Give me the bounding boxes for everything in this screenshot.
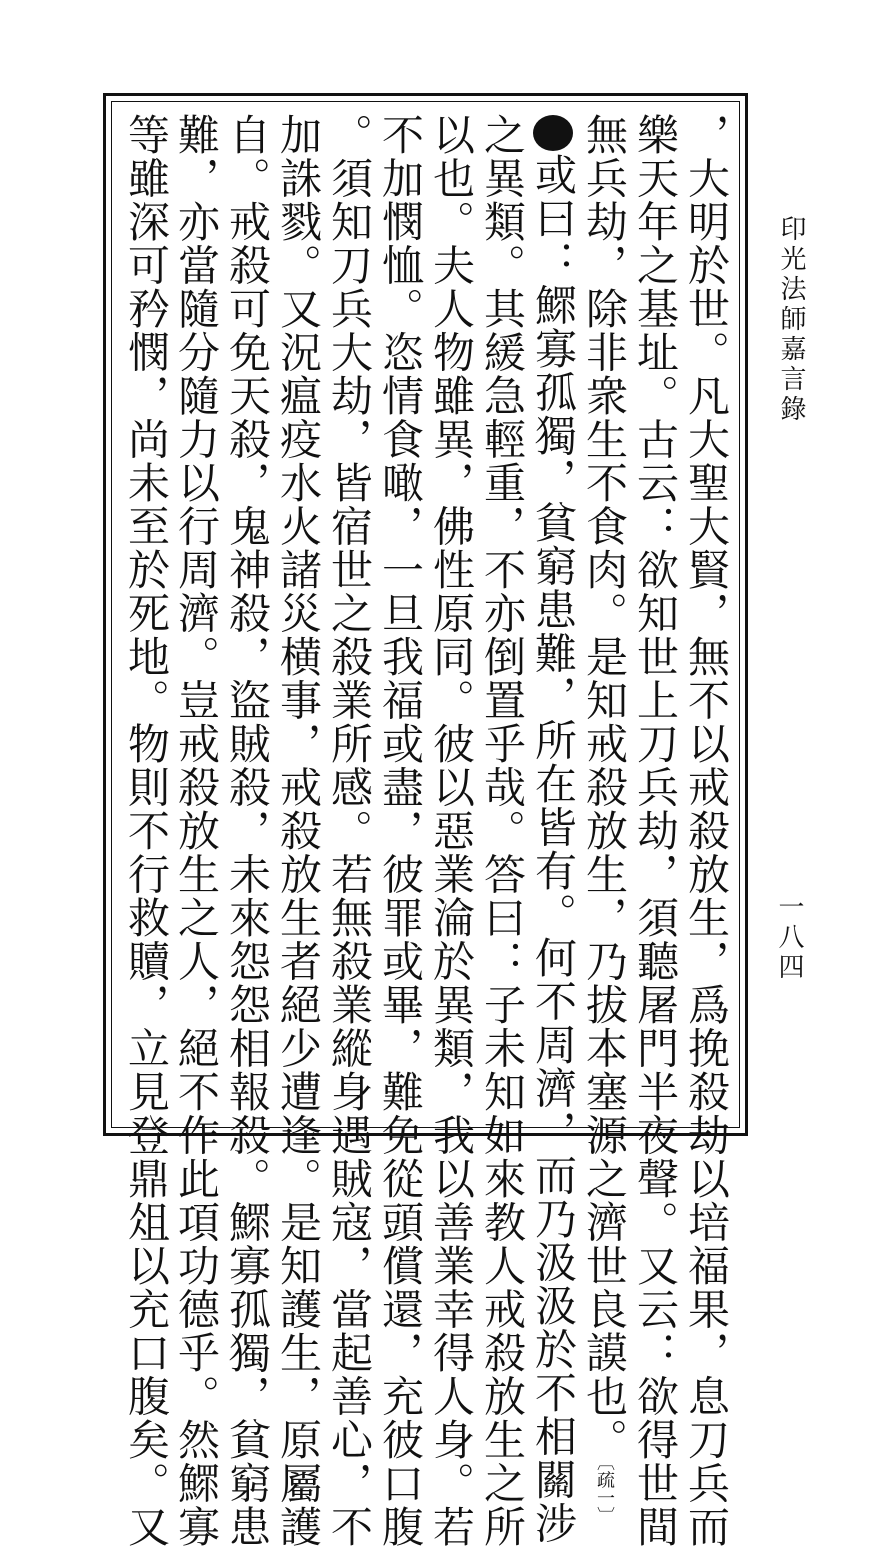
annotation-note: 〔疏一〕	[594, 1461, 615, 1525]
text-column-4	[528, 113, 578, 1545]
text-column-5: 之異類。其緩急輕重，不亦倒置乎哉。答曰：子未知如來教人戒殺放生之所	[478, 113, 527, 1549]
text-column-3-body: 無兵劫，除非衆生不食肉。是知戒殺放生，乃拔本塞源之濟世良謨也。	[580, 113, 629, 1462]
text-column-8: 。須知刀兵大劫，皆宿世之殺業所感。若無殺業縱身遇賊寇，當起善心，不	[325, 113, 374, 1549]
text-column-12: 等雖深可矜憫，尚未至於死地。物則不行救贖，立見登鼎俎以充口腹矣。又	[122, 113, 171, 1549]
page-number: 一八四	[774, 893, 804, 983]
text-column-6: 以也。夫人物雖異，佛性原同。彼以惡業淪於異類，我以善業幸得人身。若	[427, 113, 476, 1549]
section-bullet-icon	[533, 115, 573, 151]
text-column-3	[579, 113, 629, 1525]
text-column-10: 自。戒殺可免天殺，鬼神殺，盜賊殺，未來怨怨相報殺。鰥寡孤獨，貧窮患	[223, 113, 272, 1549]
text-column-1: ，大明於世。凡大聖大賢，無不以戒殺放生，爲挽殺劫以培福果，息刀兵而	[682, 113, 731, 1549]
text-column-11: 難，亦當隨分隨力以行周濟。豈戒殺放生之人，絕不作此項功德乎。然鰥寡	[172, 113, 221, 1549]
text-column-2: 樂天年之基址。古云：欲知世上刀兵劫，須聽屠門半夜聲。又云：欲得世間	[631, 113, 680, 1549]
text-column-9: 加誅戮。又況瘟疫水火諸災横事，戒殺放生者絕少遭逢。是知護生，原屬護	[274, 113, 323, 1549]
text-column-7: 不加憫恤。恣情食噉，一旦我福或盡，彼罪或畢，難免從頭償還，充彼口腹	[376, 113, 425, 1549]
main-text	[121, 113, 731, 1549]
text-column-4-body: 或曰：鰥寡孤獨，貧窮患難，所在皆有。何不周濟，而乃汲汲於不相關涉	[529, 153, 578, 1545]
running-title: 印光法師嘉言錄	[776, 215, 806, 425]
